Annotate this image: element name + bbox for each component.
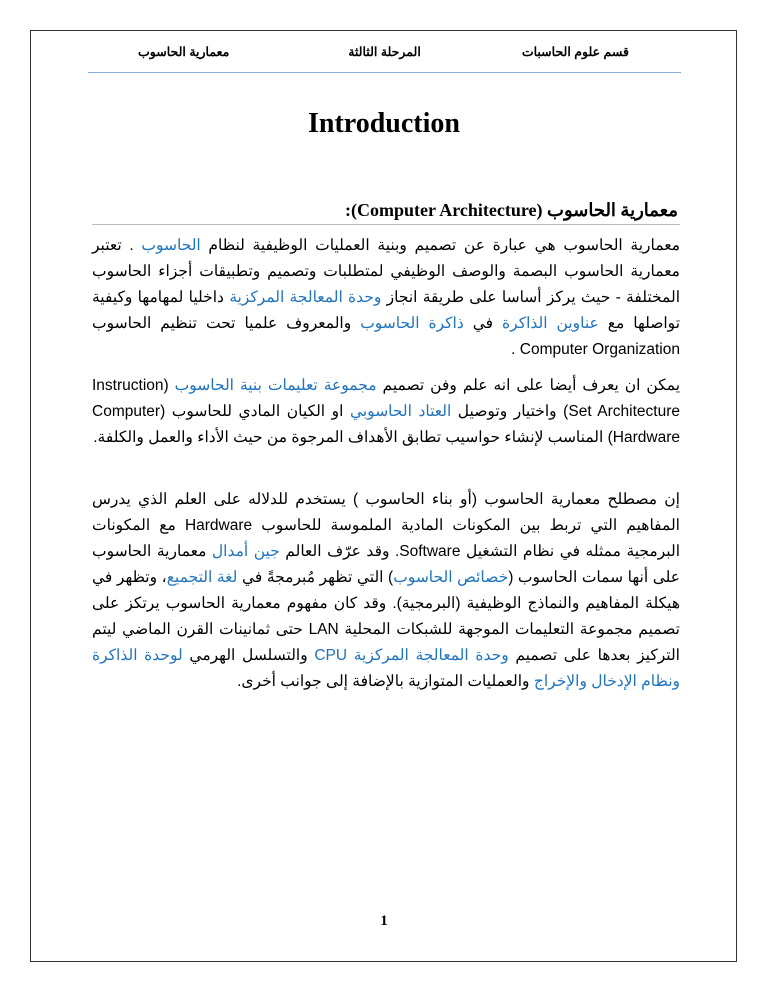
paragraph-text: ) التي تظهر مُبرمجةً في	[237, 569, 394, 586]
paragraph-text: في	[463, 315, 503, 332]
hyperlink[interactable]: العتاد الحاسوبي	[349, 403, 452, 420]
hyperlink[interactable]: ذاكرة الحاسوب	[360, 315, 464, 332]
hyperlink[interactable]: جين أمدال	[211, 543, 280, 560]
paragraph-1	[92, 233, 680, 363]
paragraph-text: إن مصطلح معمارية الحاسوب (أو بناء الحاسوب ) يستخدم للدلاله على العلم الذي يدرس المفاهيم التي تربط بين المكونات المادية الملموسة للحاسوب Hardware مع المكونات البرمجية ممثله في نظام التشغيل Software. وقد عرّف العالم	[92, 491, 680, 560]
hyperlink[interactable]: لوحدة الذاكرة ونظام الإدخال والإخراج	[92, 647, 680, 690]
page-header	[88, 42, 681, 73]
paragraph-text: ، وتظهر في هيكلة المفاهيم والنماذج الوظيفية (البرمجية). وقد كان مفهوم معمارية الحاسوب يرتكز على تصميم مجموعة التعليمات الموجهة للشبكات المحلية LAN حتى ثمانينات القرن الماضي ليتم التركيز بعدها على تصميم	[92, 569, 680, 664]
paragraph-text: والعمليات المتوازية بالإضافة إلى جوانب أخرى.	[237, 673, 534, 690]
page-number: 1	[380, 913, 388, 929]
page-content	[92, 198, 680, 695]
paragraph-text: والتسلسل الهرمي	[182, 647, 315, 664]
paragraph-text: والمعروف علميا تحت تنظيم الحاسوب Computer Organization .	[92, 315, 680, 358]
paragraph-text: معمارية الحاسوب هي عبارة عن تصميم وبنية العمليات الوظيفية لنظام	[200, 237, 681, 254]
header-department: قسم علوم الحاسبات	[521, 45, 629, 59]
paragraph-text: . تعتبر معمارية الحاسوب البصمة والوصف الوظيفي لمتطلبات وتصميم وتطبيقات أجزاء الحاسوب المختلفة - حيث يركز أساسا على طريقة انجاز	[92, 237, 681, 306]
header-stage: المرحلة الثالثة	[348, 45, 421, 59]
paragraph-text: داخليا لمهامها وكيفية تواصلها مع	[92, 289, 681, 332]
paragraph-text: يمكن ان يعرف أيضا على انه علم وفن تصميم	[376, 377, 681, 394]
hyperlink[interactable]: لغة التجميع	[166, 569, 238, 586]
page-title: Introduction	[308, 108, 460, 139]
paragraph-text: معمارية الحاسوب على أنها سمات الحاسوب (	[92, 543, 681, 586]
paragraph-text: (Instruction Set Architecture) واختيار وتوصيل	[92, 377, 680, 420]
section-heading: معمارية الحاسوب (Computer Architecture):	[92, 198, 680, 225]
hyperlink[interactable]: الحاسوب	[141, 237, 201, 254]
paragraph-text: او الكيان المادي للحاسوب (Computer Hardware) المناسب لإنشاء حواسيب تطابق الأهداف المرجوة من حيث الأداء والعمل والكلفة.	[92, 403, 680, 446]
header-course: معمارية الحاسوب	[138, 45, 230, 59]
hyperlink[interactable]: خصائص الحاسوب	[393, 569, 509, 586]
paragraph-3	[92, 487, 680, 695]
paragraph-2	[92, 373, 680, 451]
hyperlink[interactable]: مجموعة تعليمات بنية الحاسوب	[174, 377, 377, 394]
hyperlink[interactable]: عناوين الذاكرة	[502, 315, 599, 332]
hyperlink[interactable]: وحدة المعالجة المركزية CPU	[314, 647, 509, 664]
hyperlink[interactable]: وحدة المعالجة المركزية	[229, 289, 382, 306]
